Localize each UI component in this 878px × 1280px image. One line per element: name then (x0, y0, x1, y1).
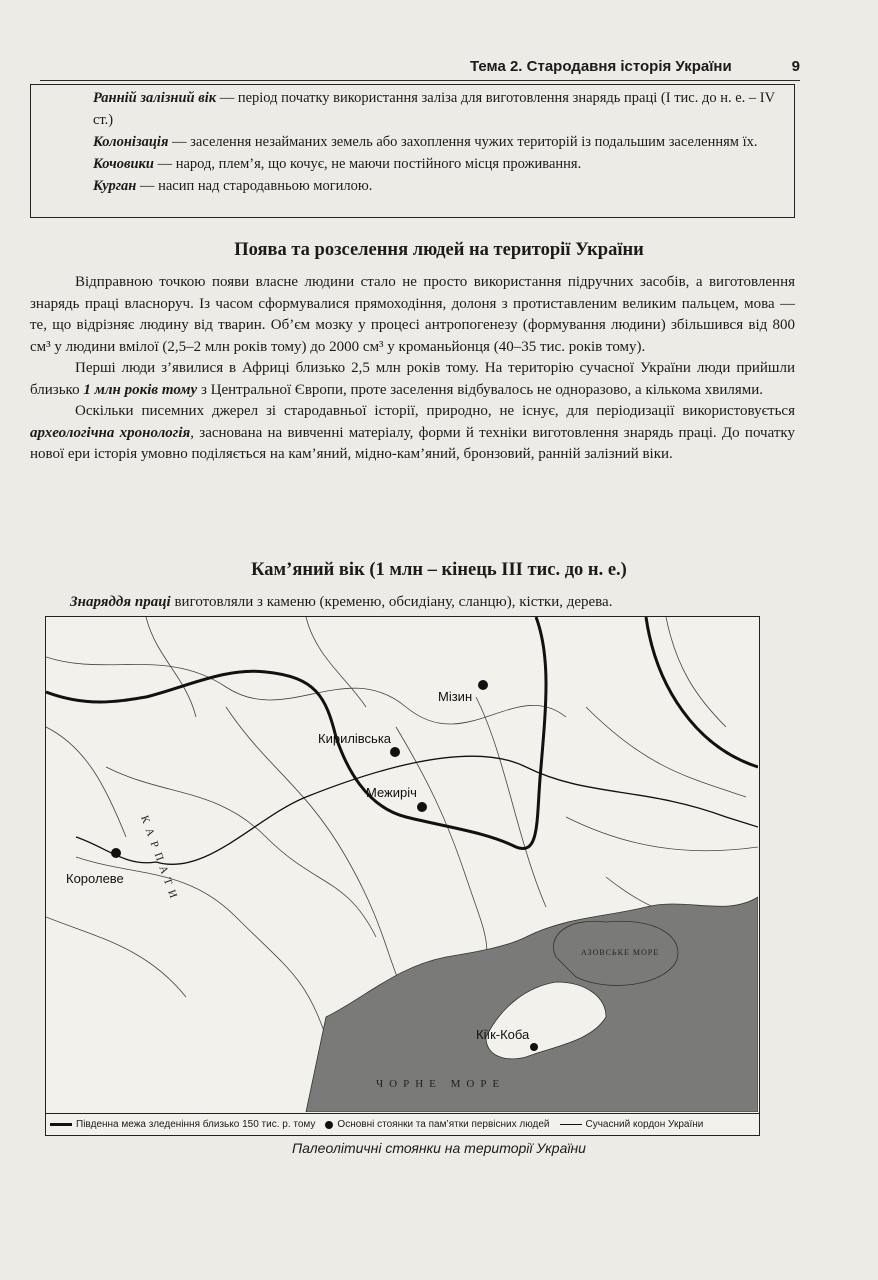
definition-3 (43, 153, 782, 175)
site-dot (417, 802, 427, 812)
definition-term: Ранній залізний вік (93, 90, 217, 106)
azov-sea-label: АЗОВСЬКЕ МОРЕ (581, 948, 660, 957)
text-run: Перші люди з’явилися в Африці близько 2,5 млн років тому. На територію сучасної України люди прийшли близько (30, 360, 795, 398)
paragraph-1: Відправною точкою появи власне людини стало не просто використання підручних засобів, а виготовлення знарядь праці власноруч. Із часом сформувалися прямоходіння, долоня з протиставленим великим пальцем, мова — те, що відрізняє людину від тварин. Об’єм мозку у процесі антропогенезу (формування людини) збільшився від 800 см³ у людини вмілої (2,5–2 млн років тому) до 2000 см³ у кроманьйонця (40–35 тис. років тому). (30, 274, 795, 355)
section-heading: Кам’яний вік (1 млн – кінець ІІІ тис. до н. е.) (251, 560, 627, 580)
paleolithic-map (45, 616, 760, 1136)
page-header (470, 58, 800, 75)
site-label: Межиріч (366, 785, 417, 800)
legend-label: Основні стоянки та пам’ятки первісних людей (337, 1119, 550, 1130)
thick-line-icon (50, 1123, 72, 1126)
chapter-title: Тема 2. Стародавня історія України (470, 58, 732, 75)
definition-text: — народ, плем’я, що кочує, не маючи постійного місця проживання. (153, 156, 582, 172)
text-run: з Центральної Європи, проте заселення відбувалось не одноразово, а кількома хвилями. (197, 381, 764, 398)
black-sea-label: ЧОРНЕ МОРЕ (376, 1078, 506, 1090)
definition-term: Кочовики (93, 156, 154, 172)
map-legend (46, 1113, 759, 1135)
definition-text: — період початку використання заліза для виготовлення знарядь праці (І тис. до н. е. – ІV ст.) (93, 90, 775, 128)
definition-text: — насип над стародавньою могилою. (136, 178, 373, 194)
map-drawing (46, 617, 758, 1112)
section-heading: Поява та розселення людей на території України (234, 240, 644, 260)
site-label: Королеве (66, 871, 124, 886)
text-run: Оскільки писемних джерел зі стародавньої історії, природно, не існує, для періодизації використовується (75, 403, 795, 419)
legend-item (560, 1119, 704, 1130)
definition-1 (43, 87, 782, 131)
definitions-box (30, 84, 795, 218)
definition-text: — заселення незайманих земель або захоплення чужих територій із подальшим заселенням їх. (168, 134, 758, 150)
emphasis: Знаряддя праці (70, 594, 171, 610)
site-dot (530, 1043, 538, 1051)
definition-term: Колонізація (93, 134, 169, 150)
emphasis: археологічна хронологія (30, 424, 191, 441)
site-label: Кирилівська (318, 731, 392, 746)
text-run: виготовляли з каменю (кременю, обсидіану, сланцю), кістки, дерева. (170, 594, 613, 610)
legend-label: Південна межа зледеніння близько 150 тис. р. тому (76, 1119, 316, 1130)
paragraph-2 (30, 358, 795, 401)
text-run: , заснована на вивченні матеріалу, форми й техніки виготовлення знарядь праці. До початку нової ери історія умовно поділяється на кам’яний, мідно-кам’яний, бронзовий, ранній залізний віки. (30, 424, 795, 462)
site-dot (111, 848, 121, 858)
definition-term: Курган (93, 178, 137, 194)
thin-line-icon (560, 1124, 582, 1125)
emphasis: 1 млн років тому (83, 381, 198, 398)
section-body (30, 592, 795, 614)
legend-label: Сучасний кордон України (585, 1119, 704, 1130)
definition-2 (43, 131, 782, 153)
section-body (30, 272, 795, 466)
page-number: 9 (791, 58, 800, 75)
paragraph-tools (30, 592, 795, 614)
legend-item (325, 1119, 549, 1130)
modern-border (76, 756, 758, 864)
paragraph-3 (30, 401, 795, 466)
site-label: Кіїк-Коба (476, 1027, 530, 1042)
mountains-label: КАРПАТИ (138, 813, 182, 906)
definition-4 (43, 175, 782, 197)
glaciation-boundary (646, 617, 758, 767)
dot-icon (325, 1121, 333, 1129)
site-label: Мізин (438, 689, 473, 704)
map-caption: Палеолітичні стоянки на території України (292, 1140, 586, 1156)
header-rule (40, 80, 800, 81)
site-dot (478, 680, 488, 690)
legend-item (50, 1119, 315, 1130)
glaciation-boundary (46, 617, 546, 849)
site-dot (390, 747, 400, 757)
